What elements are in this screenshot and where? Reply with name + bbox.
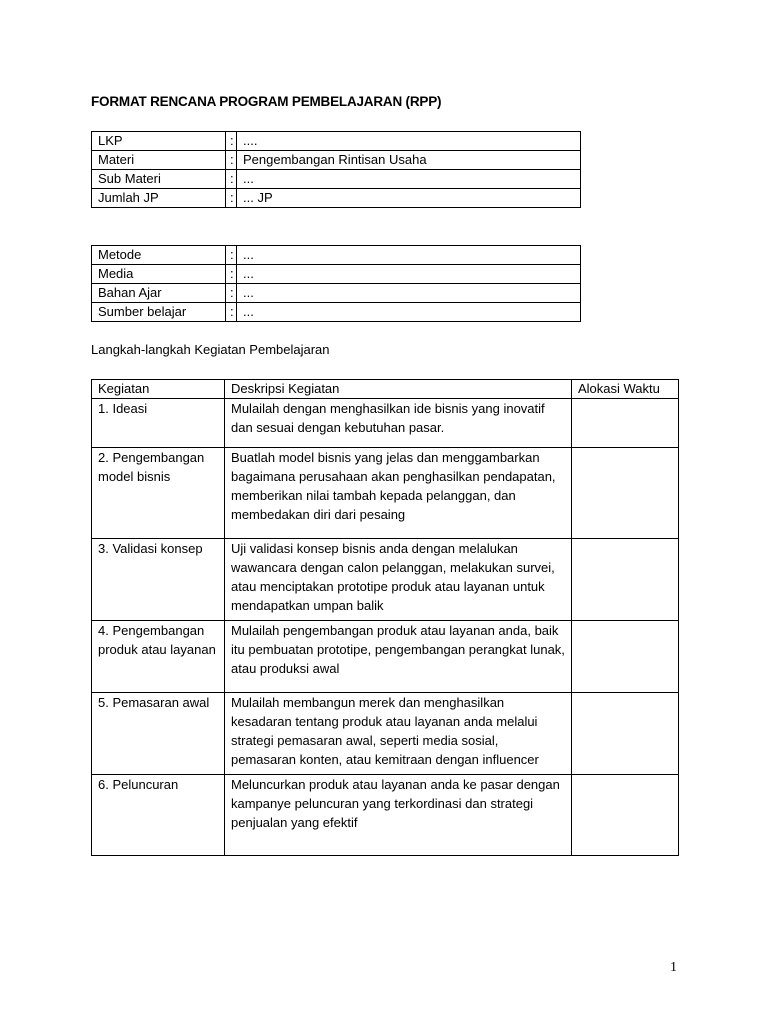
meta-key: Sumber belajar <box>92 303 226 322</box>
activities-table <box>91 379 679 856</box>
meta-value: ... <box>237 265 581 284</box>
meta-row-bahan-ajar <box>92 284 581 303</box>
table-row <box>92 399 679 448</box>
time-cell <box>572 399 679 448</box>
page-number: 1 <box>670 960 677 975</box>
table-row <box>92 693 679 775</box>
meta-value: ... JP <box>237 189 581 208</box>
meta-separator: : <box>226 284 237 303</box>
meta-key: Bahan Ajar <box>92 284 226 303</box>
meta-row-materi <box>92 151 581 170</box>
activity-cell: 6. Peluncuran <box>92 775 225 856</box>
time-cell <box>572 621 679 693</box>
time-cell <box>572 448 679 539</box>
meta-key: Materi <box>92 151 226 170</box>
description-cell: Mulailah pengembangan produk atau layanan anda, baik itu pembuatan prototipe, pengembangan perangkat lunak, atau produksi awal <box>225 621 572 693</box>
meta-key: Sub Materi <box>92 170 226 189</box>
header-kegiatan: Kegiatan <box>92 380 225 399</box>
meta-value: ... <box>237 284 581 303</box>
meta-table-2 <box>91 245 581 322</box>
meta-value: ... <box>237 246 581 265</box>
meta-separator: : <box>226 151 237 170</box>
description-cell: Mulailah dengan menghasilkan ide bisnis yang inovatif dan sesuai dengan kebutuhan pasar. <box>225 399 572 448</box>
activity-cell: 4. Pengembangan produk atau layanan <box>92 621 225 693</box>
meta-key: Metode <box>92 246 226 265</box>
time-cell <box>572 775 679 856</box>
meta-row-lkp <box>92 132 581 151</box>
table-row <box>92 448 679 539</box>
description-cell: Uji validasi konsep bisnis anda dengan melalukan wawancara dengan calon pelanggan, melakukan survei, atau menciptakan prototipe produk atau layanan untuk mendapatkan umpan balik <box>225 539 572 621</box>
meta-key: LKP <box>92 132 226 151</box>
activity-cell: 1. Ideasi <box>92 399 225 448</box>
description-cell: Mulailah membangun merek dan menghasilkan kesadaran tentang produk atau layanan anda melalui strategi pemasaran awal, seperti media sosial, pemasaran konten, atau kemitraan dengan influencer <box>225 693 572 775</box>
activity-cell: 2. Pengembangan model bisnis <box>92 448 225 539</box>
meta-separator: : <box>226 265 237 284</box>
meta-row-media <box>92 265 581 284</box>
meta-row-sumber-belajar <box>92 303 581 322</box>
table-row <box>92 539 679 621</box>
meta-separator: : <box>226 132 237 151</box>
meta-separator: : <box>226 189 237 208</box>
time-cell <box>572 539 679 621</box>
meta-separator: : <box>226 170 237 189</box>
description-cell: Buatlah model bisnis yang jelas dan menggambarkan bagaimana perusahaan akan penghasilkan pendapatan, memberikan nilai tambah kepada pelanggan, dan membedakan diri dari pesaing <box>225 448 572 539</box>
meta-row-metode <box>92 246 581 265</box>
time-cell <box>572 693 679 775</box>
activity-cell: 5. Pemasaran awal <box>92 693 225 775</box>
meta-value: ... <box>237 303 581 322</box>
meta-value: Pengembangan Rintisan Usaha <box>237 151 581 170</box>
section-label: Langkah-langkah Kegiatan Pembelajaran <box>91 342 330 357</box>
activity-cell: 3. Validasi konsep <box>92 539 225 621</box>
meta-value: .... <box>237 132 581 151</box>
table-row <box>92 621 679 693</box>
meta-key: Jumlah JP <box>92 189 226 208</box>
description-cell: Meluncurkan produk atau layanan anda ke pasar dengan kampanye peluncuran yang terkordinasi dan strategi penjualan yang efektif <box>225 775 572 856</box>
meta-value: ... <box>237 170 581 189</box>
meta-key: Media <box>92 265 226 284</box>
meta-separator: : <box>226 303 237 322</box>
meta-row-sub-materi <box>92 170 581 189</box>
header-deskripsi: Deskripsi Kegiatan <box>225 380 572 399</box>
meta-table-1 <box>91 131 581 208</box>
meta-row-jumlah-jp <box>92 189 581 208</box>
table-row <box>92 775 679 856</box>
table-header-row <box>92 380 679 399</box>
header-alokasi-waktu: Alokasi Waktu <box>572 380 679 399</box>
page-title: FORMAT RENCANA PROGRAM PEMBELAJARAN (RPP) <box>91 94 442 109</box>
meta-separator: : <box>226 246 237 265</box>
